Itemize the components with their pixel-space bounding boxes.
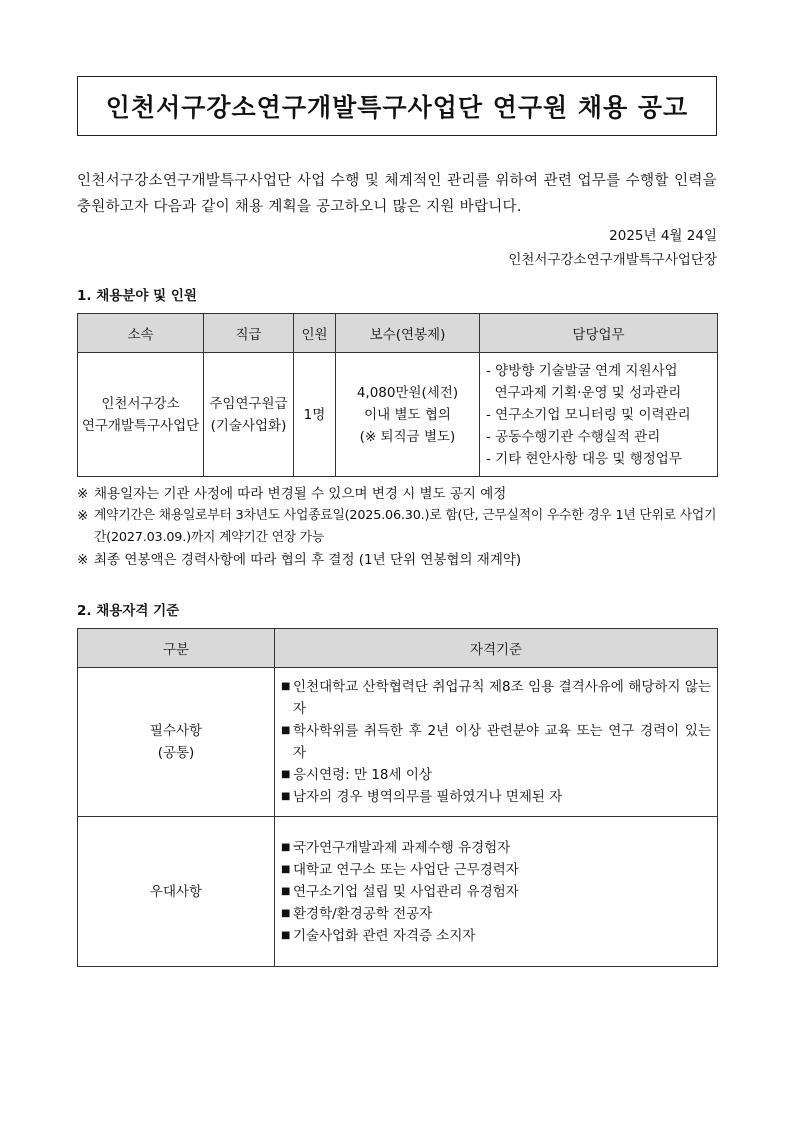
square-bullet-icon: ■ [281,907,291,919]
square-bullet-icon: ■ [281,885,291,897]
square-bullet-icon: ■ [281,725,291,736]
duty-item: 연구과제 기획·운영 및 성과관리 [486,384,682,401]
criteria-item [281,859,711,881]
criteria-item [281,676,711,720]
cell-category [78,817,275,967]
document-page [77,76,717,967]
criteria-text: 인천대학교 산학협력단 취업규칙 제8조 임용 결격사유에 해당하지 않는 자 [293,679,711,717]
pay-line: 이내 별도 협의 [364,406,451,423]
reference-mark: ※ [77,552,89,568]
rank-line: 주임연구원급 [209,395,288,412]
note-item [77,483,717,505]
cell-criteria [275,668,718,817]
qualification-row-preferred [78,817,718,967]
notes-list [77,483,717,571]
note-text: 최종 연봉액은 경력사항에 따라 협의 후 결정 (1년 단위 연봉협의 재계약) [94,552,522,568]
cell-count: 1명 [294,353,336,477]
duty-item: - 공동수행기관 수행실적 관리 [486,428,661,445]
note-text: 채용일자는 기관 사정에 따라 변경될 수 있으며 변경 시 별도 공지 예정 [94,486,507,502]
qualification-header-row [78,629,718,668]
header-criteria: 자격기준 [275,629,718,668]
criteria-item [281,786,711,808]
reference-mark: ※ [77,486,89,502]
square-bullet-icon: ■ [281,681,291,692]
section1-heading: 1. 채용분야 및 인원 [77,288,197,304]
qualification-table [77,628,718,967]
affiliation-line: 연구개발특구사업단 [81,417,200,434]
criteria-text: 기술사업화 관련 자격증 소지자 [293,927,476,944]
pay-line: 4,080만원(세전) [356,384,459,401]
criteria-text: 국가연구개발과제 과제수행 유경험자 [293,839,511,856]
header-pay: 보수(연봉제) [336,314,480,353]
criteria-text: 응시연령: 만 18세 이상 [293,767,432,783]
cell-criteria [275,817,718,967]
note-text: 계약기간은 채용일로부터 3차년도 사업종료일(2025.06.30.)로 함(단, 근무실적이 우수한 경우 1년 단위로 사업기간(2027.03.09.)까지 계약기간 연장 가능 [94,508,717,545]
header-affiliation: 소속 [78,314,204,353]
affiliation-line: 인천서구강소 [101,395,180,412]
title-box [77,76,717,136]
category-label: 필수사항 [149,723,203,739]
cell-pay [336,353,480,477]
square-bullet-icon: ■ [281,841,291,853]
header-category: 구분 [78,629,275,668]
category-label: 우대사항 [149,883,203,900]
criteria-text: 환경학/환경공학 전공자 [293,905,433,922]
recruitment-header-row [78,314,718,353]
criteria-item [281,764,711,786]
qualification-row-required [78,668,718,817]
intro-paragraph: 인천서구강소연구개발특구사업단 사업 수행 및 체계적인 관리를 위하여 관련 업무를 수행할 인력을 충원하고자 다음과 같이 채용 계획을 공고하오니 많은 지원 바랍니다. [77,173,717,215]
criteria-text: 학사학위를 취득한 후 2년 이상 관련분야 교육 또는 연구 경력이 있는 자 [293,723,711,761]
square-bullet-icon: ■ [281,791,291,802]
header-count: 인원 [294,314,336,353]
pay-line: (※ 퇴직금 별도) [359,428,456,445]
issuer-name: 인천서구강소연구개발특구사업단장 [508,252,717,268]
square-bullet-icon: ■ [281,929,291,941]
header-rank: 직급 [204,314,294,353]
note-item [77,505,717,549]
reference-mark: ※ [77,508,89,524]
square-bullet-icon: ■ [281,769,291,780]
cell-affiliation [78,353,204,477]
recruitment-row [78,353,718,477]
section2-heading: 2. 채용자격 기준 [77,603,180,619]
header-duties: 담당업무 [480,314,718,353]
criteria-text: 연구소기업 설립 및 사업관리 유경험자 [293,883,519,900]
page-title: 인천서구강소연구개발특구사업단 연구원 채용 공고 [105,93,689,122]
cell-duties [480,353,718,477]
note-item [77,549,717,571]
square-bullet-icon: ■ [281,863,291,875]
recruitment-table [77,313,718,477]
cell-rank [204,353,294,477]
rank-line: (기술사업화) [210,417,287,434]
criteria-item [281,903,711,925]
criteria-item [281,837,711,859]
criteria-item [281,881,711,903]
criteria-text: 대학교 연구소 또는 사업단 근무경력자 [293,861,519,878]
criteria-item [281,925,711,947]
criteria-item [281,720,711,764]
announcement-date: 2025년 4월 24일 [609,228,717,244]
criteria-text: 남자의 경우 병역의무를 필하였거나 면제된 자 [293,789,563,805]
category-sublabel: (공통) [157,745,195,761]
duty-item: - 양방향 기술발굴 연계 지원사업 [486,362,678,379]
duty-item: - 연구소기업 모니터링 및 이력관리 [486,406,691,423]
duty-item: - 기타 현안사항 대응 및 행정업무 [486,450,682,467]
cell-category [78,668,275,817]
